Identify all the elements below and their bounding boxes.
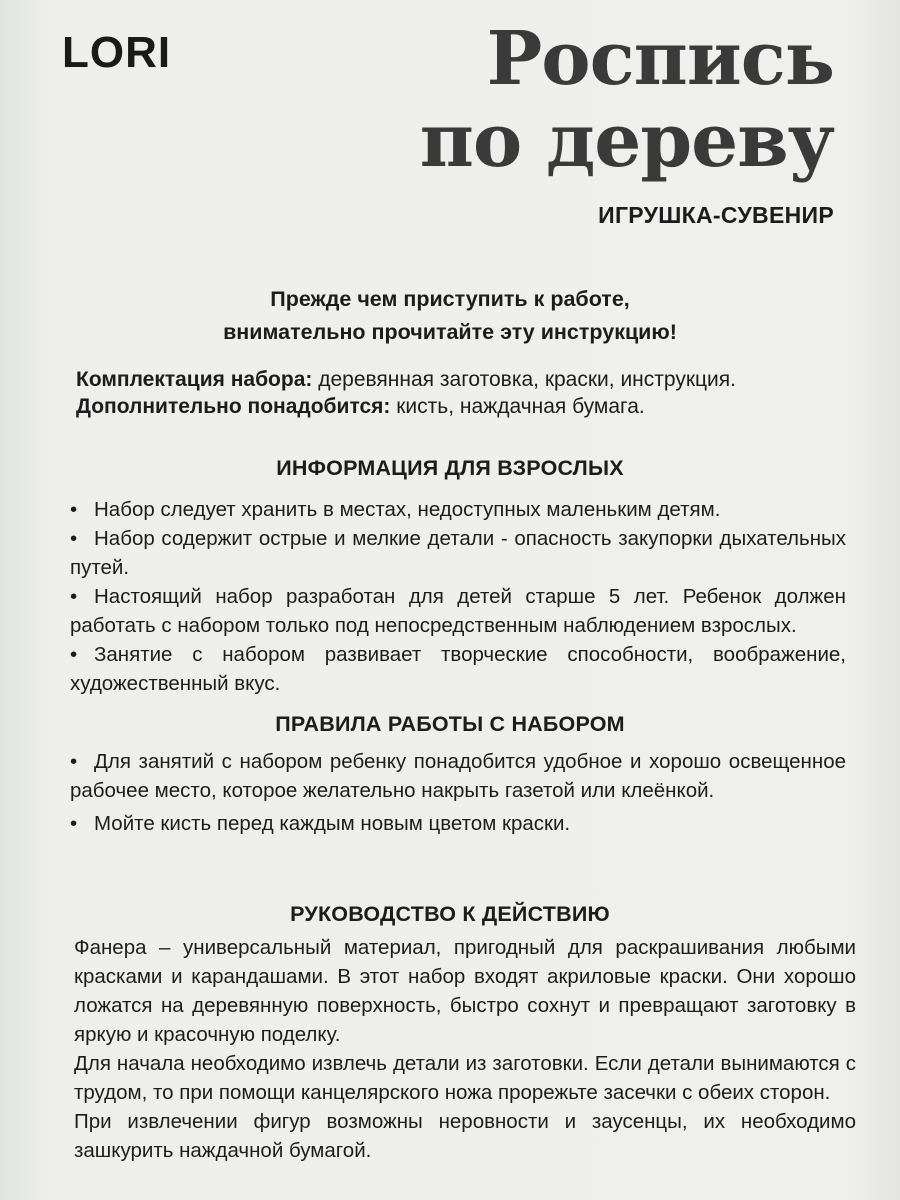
- rules-list: [70, 747, 846, 838]
- guide-paragraph: При извлечении фигур возможны неровности и заусенцы, их необходимо зашкурить наждачной бумагой.: [74, 1110, 856, 1162]
- list-item: • Мойте кисть перед каждым новым цветом краски.: [70, 812, 571, 835]
- kit-contents-line: Комплектация набора: деревянная заготовка, краски, инструкция.: [76, 368, 736, 391]
- list-item: • Набор следует хранить в местах, недоступных маленьким детям.: [70, 498, 721, 521]
- list-item: • Для занятий с набором ребенку понадобится удобное и хорошо освещенное рабочее место, которое желательно накрыть газетой или клеёнкой.: [70, 750, 846, 802]
- kit-contents: [76, 366, 856, 420]
- guide-paragraph: Для начала необходимо извлечь детали из заготовки. Если детали вынимаются с трудом, то при помощи канцелярского ножа прорежьте засечки с обеих сторон.: [74, 1052, 856, 1104]
- guide-paragraph: Фанера – универсальный материал, пригодный для раскрашивания любыми красками и карандашами. В этот набор входят акриловые краски. Они хорошо ложатся на деревянную поверхность, быстро сохнут и превращают заготовку в яркую и красочную поделку.: [74, 936, 856, 1046]
- title-line-1: Роспись: [486, 16, 834, 102]
- list-item: • Набор содержит острые и мелкие детали - опасность закупорки дыхательных путей.: [70, 527, 846, 579]
- brand-logo: LORI: [62, 28, 172, 77]
- list-item: • Занятие с набором развивает творческие способности, воображение, художественный вкус.: [70, 643, 846, 695]
- document-subtitle: ИГРУШКА-СУВЕНИР: [598, 202, 834, 228]
- title-line-2: по дереву: [419, 98, 834, 184]
- document-title: [420, 18, 834, 182]
- kit-extra-line: Дополнительно понадобится: кисть, наждачная бумага.: [76, 395, 645, 418]
- section-heading-rules: ПРАВИЛА РАБОТЫ С НАБОРОМ: [275, 712, 625, 736]
- adults-info-list: [70, 495, 846, 698]
- guide-text: [74, 933, 856, 1165]
- section-heading-guide: РУКОВОДСТВО К ДЕЙСТВИЮ: [290, 902, 610, 926]
- read-first-warning: Прежде чем приступить к работе, внимательно прочитайте эту инструкцию!: [223, 287, 677, 344]
- section-heading-adults: ИНФОРМАЦИЯ ДЛЯ ВЗРОСЛЫХ: [276, 456, 624, 480]
- list-item: • Настоящий набор разработан для детей старше 5 лет. Ребенок должен работать с набором только под непосредственным наблюдением взрослых.: [70, 585, 846, 637]
